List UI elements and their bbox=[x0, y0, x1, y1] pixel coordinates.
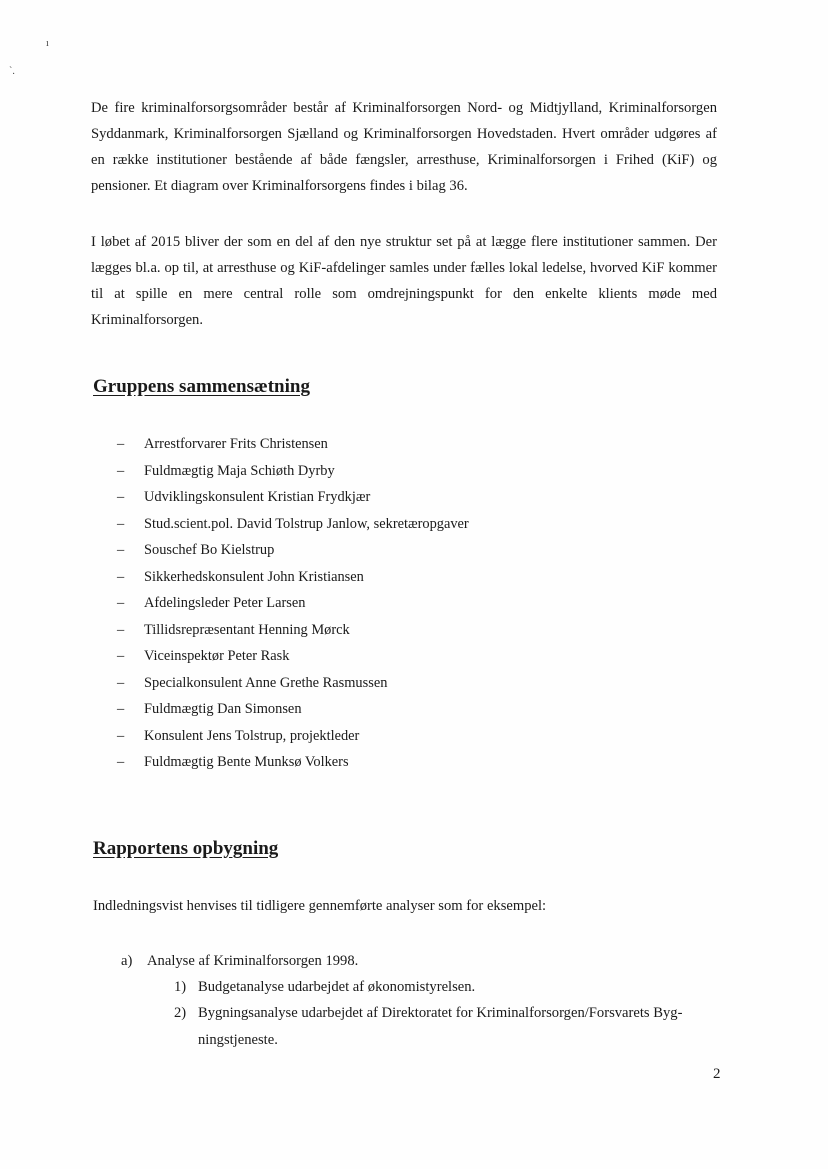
list-item bbox=[117, 458, 469, 485]
scan-mark-2: `. bbox=[9, 66, 15, 77]
list-item bbox=[117, 696, 469, 723]
dash-bullet: – bbox=[117, 754, 125, 770]
list-item-a bbox=[121, 948, 358, 974]
sub-label: 2) bbox=[174, 1005, 187, 1021]
section-heading-group: Gruppens sammensætning bbox=[93, 376, 310, 397]
dash-bullet: – bbox=[117, 489, 125, 505]
list-item bbox=[117, 431, 469, 458]
dash-bullet: – bbox=[117, 621, 125, 638]
dash-bullet: – bbox=[117, 727, 125, 744]
member-list bbox=[117, 431, 469, 776]
page-number: 2 bbox=[713, 1066, 721, 1082]
list-item bbox=[117, 643, 469, 670]
list-item bbox=[117, 564, 469, 591]
sub-text: Bygningsanalyse udarbejdet af Direktoratet for Kriminalforsorgen/Forsvarets Byg- bbox=[198, 1005, 683, 1021]
dash-bullet: – bbox=[117, 674, 125, 691]
dash-bullet: – bbox=[117, 701, 125, 717]
member-name: Afdelingsleder Peter Larsen bbox=[144, 595, 306, 611]
member-name: Tillidsrepræsentant Henning Mørck bbox=[144, 621, 350, 638]
member-name: Fuldmægtig Bente Munksø Volkers bbox=[144, 754, 349, 770]
list-item bbox=[117, 537, 469, 564]
paragraph-structure-2015: I løbet af 2015 bliver der som en del af den nye struktur set på at lægge flere institutioner sammen. Der lægges bl.a. op til, at arresthuse og KiF-afdelinger samles under fælles lokal ledelse, hvorved KiF kommer til at spille en mere central rolle som omdrejningspunkt for den enkelte klients møde med Kriminalforsorgen. bbox=[91, 234, 717, 328]
list-label: a) bbox=[121, 953, 133, 969]
dash-bullet: – bbox=[117, 515, 125, 532]
section-heading-report-structure: Rapportens opbygning bbox=[93, 838, 279, 859]
member-name: Konsulent Jens Tolstrup, projektleder bbox=[144, 727, 360, 744]
sub-item-2 bbox=[174, 1000, 722, 1054]
dash-bullet: – bbox=[117, 436, 125, 452]
list-item bbox=[117, 511, 469, 538]
member-name: Sikkerhedskonsulent John Kristiansen bbox=[144, 568, 364, 585]
sub-item-1 bbox=[174, 974, 722, 1001]
member-name: Souschef Bo Kielstrup bbox=[144, 542, 275, 558]
dash-bullet: – bbox=[117, 648, 125, 664]
list-item bbox=[117, 723, 469, 750]
list-item bbox=[117, 670, 469, 697]
dash-bullet: – bbox=[117, 542, 125, 558]
sub-label: 1) bbox=[174, 979, 187, 995]
member-name: Udviklingskonsulent Kristian Frydkjær bbox=[144, 489, 371, 505]
sub-text-continued: ningstjeneste. bbox=[198, 1032, 278, 1048]
list-item bbox=[117, 617, 469, 644]
list-item bbox=[117, 749, 469, 776]
member-name: Specialkonsulent Anne Grethe Rasmussen bbox=[144, 674, 388, 691]
member-name: Fuldmægtig Dan Simonsen bbox=[144, 701, 302, 717]
intro-sentence: Indledningsvist henvises til tidligere gennemførte analyser som for eksempel: bbox=[93, 898, 547, 914]
member-name: Stud.scient.pol. David Tolstrup Janlow, sekretæropgaver bbox=[144, 515, 469, 532]
member-name: Fuldmægtig Maja Schiøth Dyrby bbox=[144, 462, 335, 479]
dash-bullet: – bbox=[117, 462, 125, 479]
member-name: Arrestforvarer Frits Christensen bbox=[144, 436, 328, 452]
scan-mark-1: ı bbox=[46, 38, 49, 49]
list-text: Analyse af Kriminalforsorgen 1998. bbox=[147, 953, 359, 969]
member-name: Viceinspektør Peter Rask bbox=[144, 648, 290, 664]
list-item bbox=[117, 484, 469, 511]
list-item bbox=[117, 590, 469, 617]
dash-bullet: – bbox=[117, 568, 125, 585]
paragraph-regions: De fire kriminalforsorgsområder består af Kriminalforsorgen Nord- og Midtjylland, Kriminalforsorgen Syddanmark, Kriminalforsorgen Sjælland og Kriminalforsorgen Hovedstaden. Hvert områder udgøres af en række institutioner bestående af både fængsler, arresthuse, Kriminalforsorgen i Frihed (KiF) og pensioner. Et diagram over Kriminalforsorgens findes i bilag 36. bbox=[91, 100, 717, 194]
sub-text: Budgetanalyse udarbejdet af økonomistyrelsen. bbox=[198, 979, 476, 995]
dash-bullet: – bbox=[117, 595, 125, 611]
